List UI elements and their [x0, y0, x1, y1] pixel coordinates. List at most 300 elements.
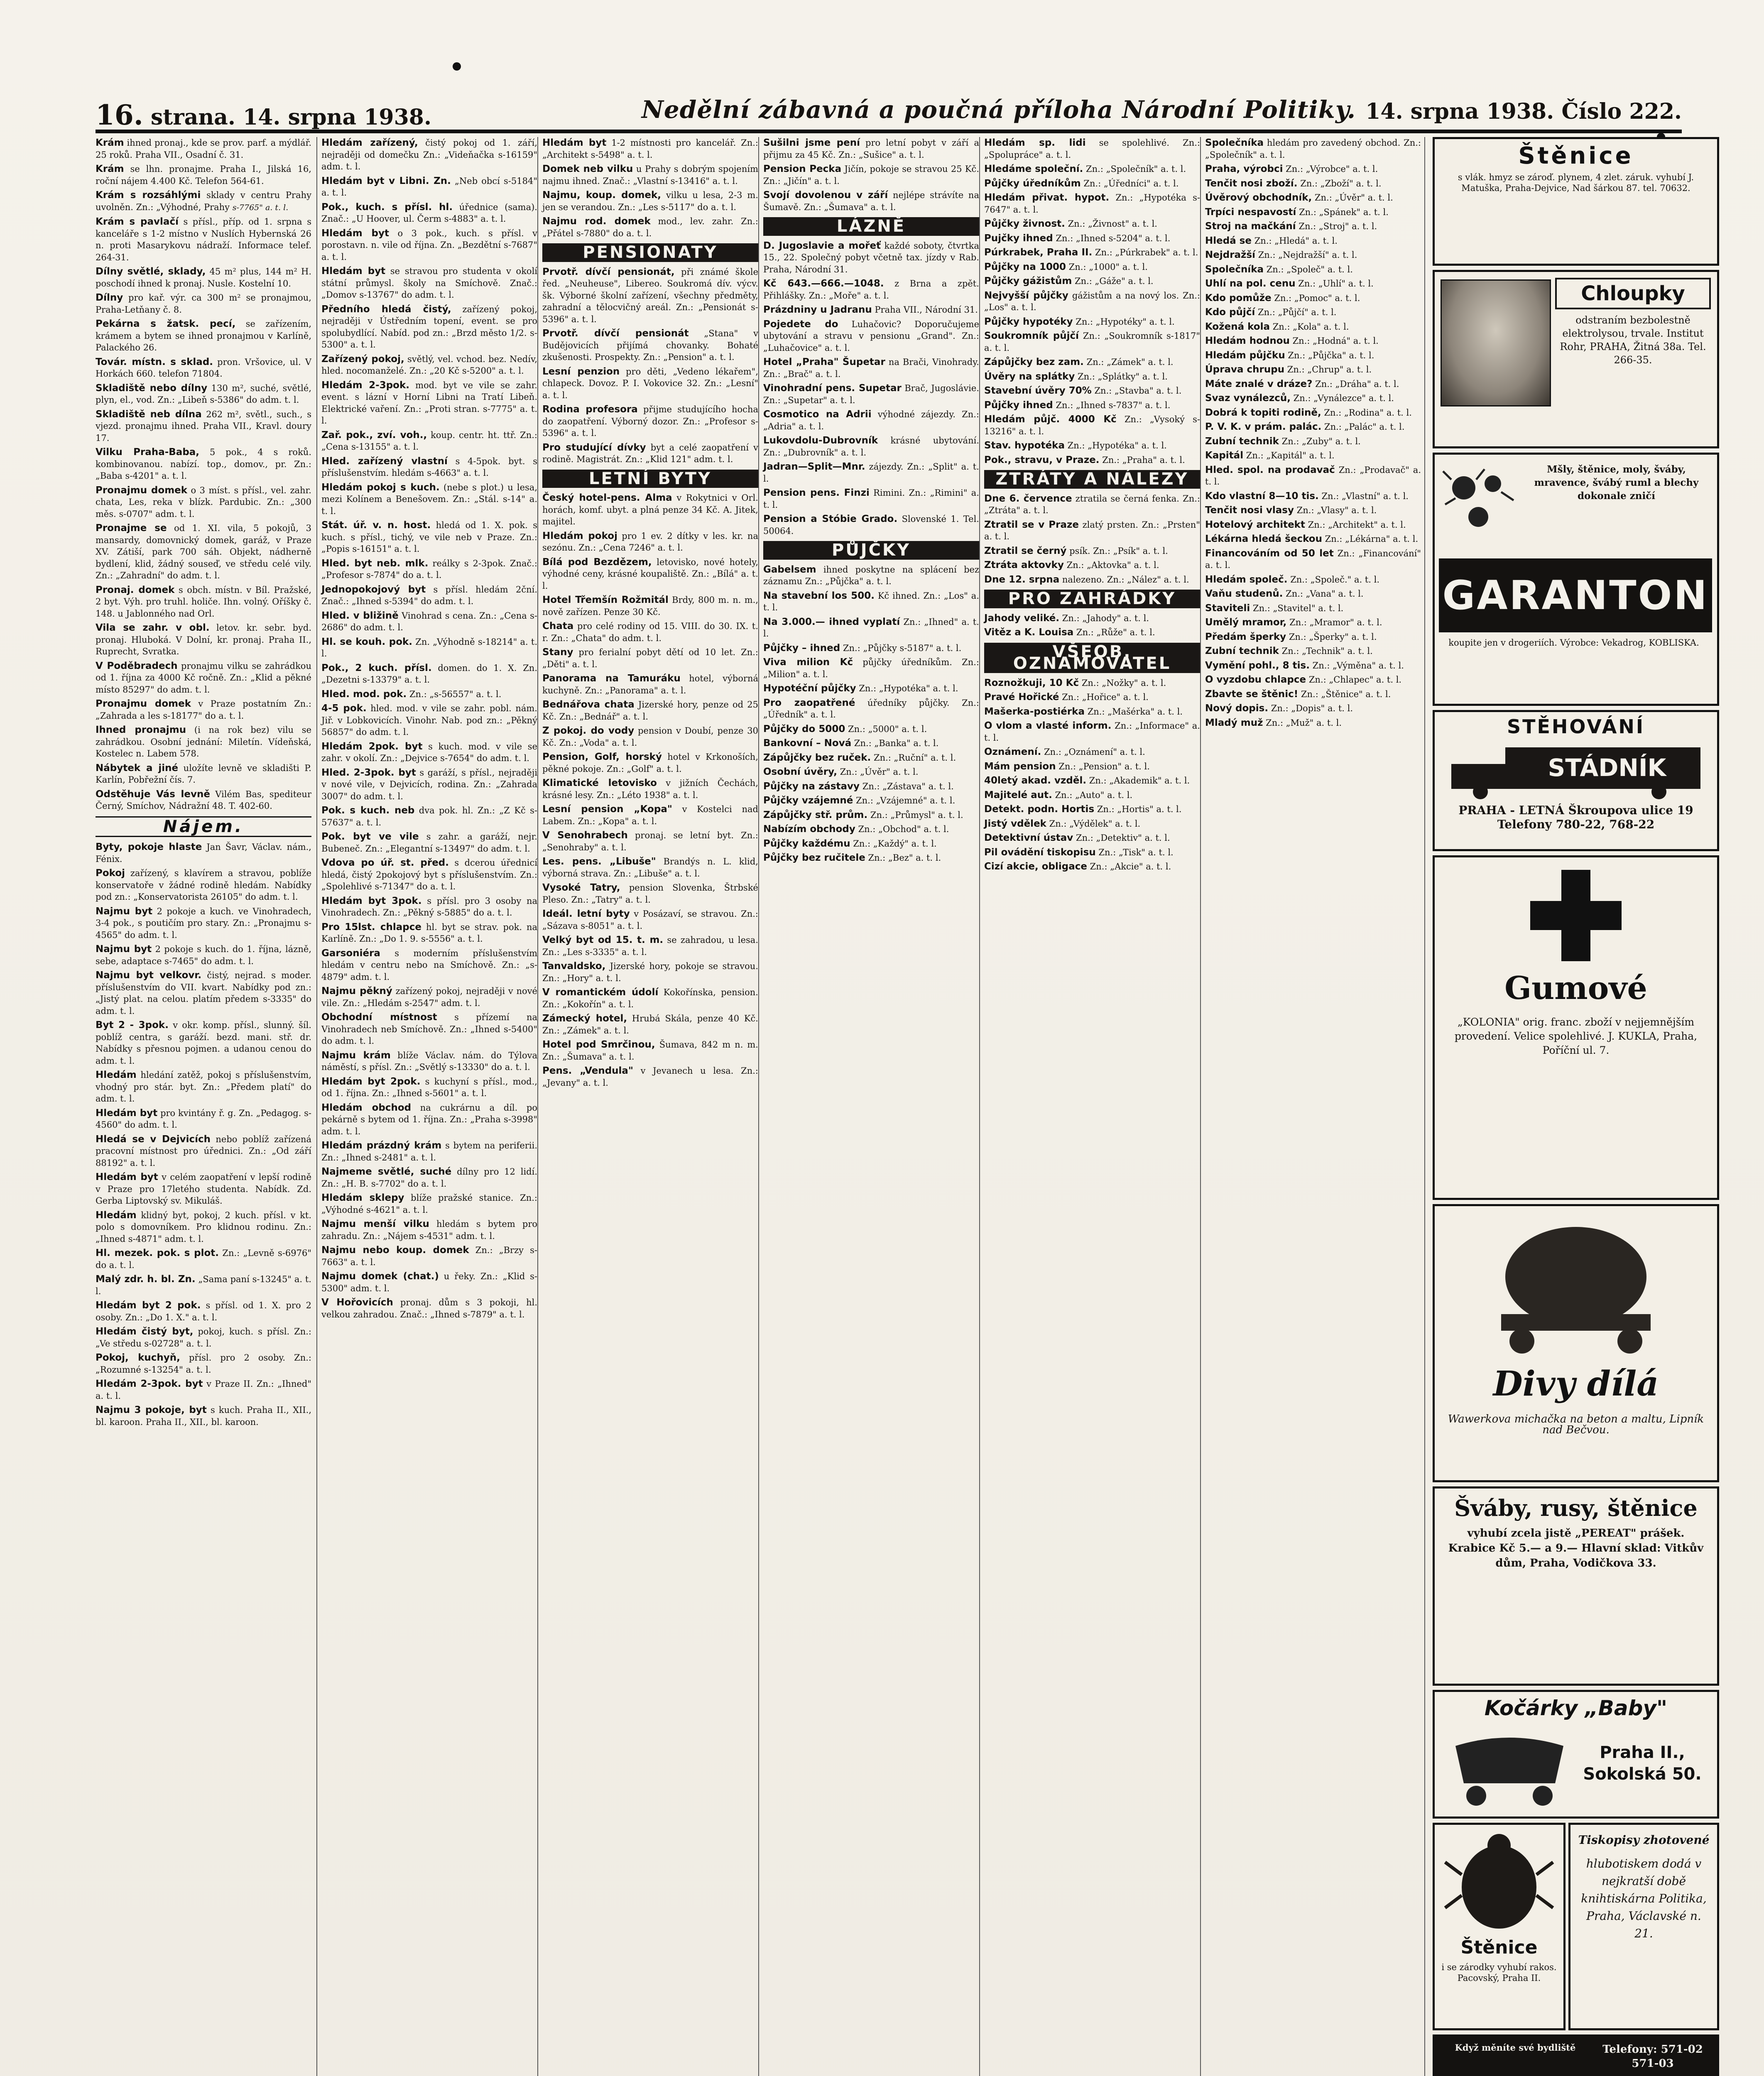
ad-divy-dila	[1433, 1204, 1719, 1482]
ad-body: Šumava, 842 m n. m. Zn.: „Šumava" a. t. l.	[542, 1040, 758, 1062]
ad-heading: Hledám přivat. hypot.	[984, 192, 1110, 203]
classified-ad	[984, 399, 1200, 411]
ad-heading: Hledá se	[1205, 235, 1252, 246]
classified-ad	[96, 1133, 311, 1169]
ad-heading: Kožená kola	[1205, 321, 1270, 332]
ad-body: Zn.: „Levně s-6976" do a. t. l.	[96, 1248, 311, 1270]
classified-ad	[542, 492, 758, 528]
ad-heading: Prázdniny u Jadranu	[763, 304, 872, 315]
ad-body: Zn.: „Stavba" a. t. l.	[1094, 386, 1182, 396]
section-heading-lazne: LÁZNĚ	[763, 217, 979, 236]
ad-heading: Hledám byt	[96, 1107, 158, 1119]
ad-heading: Odstěhuje Vás levně	[96, 788, 210, 800]
ad-heading: Malý zdr. h. bl. Zn.	[96, 1274, 196, 1285]
classified-ad	[1205, 533, 1421, 545]
ad-heading: Půjčky do 5000	[763, 723, 845, 734]
ad-heading: Hledám byt 2pok.	[321, 1076, 421, 1087]
ad-heading: O vlom a vlasté inform.	[984, 720, 1112, 731]
ad-heading: Hotel Třemšín Rožmitál	[542, 595, 669, 605]
ad-body: hotel v Krkonoších, pěkné pokoje. Zn.: „Golf" a. t. l.	[542, 752, 758, 774]
classified-ad	[984, 371, 1200, 383]
ad-body: pension v Doubí, penze 30 Kč. Zn.: „Voda" a. t. l.	[542, 726, 758, 748]
classified-ad	[763, 795, 979, 807]
ad-stenice-2	[1433, 1823, 1566, 2030]
ad-heading: Hledám	[96, 1070, 137, 1080]
ad-stenice	[1433, 137, 1719, 266]
ad-body: hled. mod. v vile se zahr. pobl. nám. Jiř. v Lobkovicích. Vinohr. Nab. pod zn.: „Pěkný 56857" do adm. t. l.	[321, 703, 537, 737]
ad-kocarky-title: Kočárky „Baby"	[1484, 1696, 1668, 1720]
ad-body: pokoj, kuch. s přísl. Zn.: „Ve středu s-02728" a. t. l.	[96, 1327, 311, 1349]
classified-ad	[96, 446, 311, 482]
ad-heading: Nejvyšší půjčky	[984, 290, 1068, 301]
classified-ad	[321, 228, 537, 263]
classified-ad	[1205, 688, 1421, 700]
ad-heading: Půjčky gážistům	[984, 276, 1072, 286]
ad-heading: Hledám byt v Libni. Zn.	[321, 175, 451, 186]
ad-svaby-text: vyhubí zcela jistě „PEREAT" prášek. Krabice Kč 5.— a 9.— Hlavní sklad: Vitkův dům, Praha, Vodičkova 33.	[1448, 1527, 1704, 1569]
ad-svaby-title: Šváby, rusy, štěnice	[1454, 1495, 1698, 1521]
classified-ad	[96, 1352, 311, 1376]
classified-ad	[96, 724, 311, 760]
ad-body: Brandýs n. L. klid, výborná strava. Zn.: „Libuše" a. t. l.	[542, 857, 758, 879]
classified-ad	[984, 247, 1200, 259]
ad-body: Zn.: „Obchod" a. t. l.	[858, 824, 949, 834]
classified-ad	[96, 522, 311, 582]
ad-body: Zn.: „Mramor" a. t. l.	[1289, 617, 1382, 627]
classified-ad	[763, 318, 979, 354]
ad-body: Zn.: „Palác" a. t. l.	[1324, 422, 1405, 432]
ad-heading: Kapitál	[1205, 450, 1244, 461]
classified-ad	[542, 215, 758, 239]
ad-heading: Garsoniéra	[321, 947, 380, 959]
classified-ad	[96, 1378, 311, 1402]
ad-body: letov. kr. sebr. byd. pronaj. Hluboká. V Dolní, kr. pronaj. Praha II., Ruprecht, Svratka.	[96, 623, 311, 656]
ad-body: Zn.: „Akcie" a. t. l.	[1090, 862, 1171, 872]
ad-body: Zn.: „Stroj" a. t. l.	[1298, 221, 1377, 231]
ad-body: Zn.: „Každý" a. t. l.	[853, 838, 937, 849]
ad-body: s kuchyní s přísl., mod., od 1. října. Zn.: „Ihned s-5601" a. t. l.	[321, 1076, 537, 1098]
ad-gumove-text: „KOLONIA" orig. franc. zboží v nejjemnějším provedení. Velice spolehlivé. J. KUKLA, Praha, Poříční ul. 7.	[1454, 1016, 1698, 1056]
classified-column-5	[979, 137, 1200, 2076]
ad-heading: Hledám sp. lidi	[984, 137, 1086, 148]
classified-ad	[763, 737, 979, 749]
section-heading-ztraty: ZTRÁTY A NÁLEZY	[984, 470, 1200, 489]
ad-heading: Byty, pokoje hlaste	[96, 842, 202, 852]
classified-column-2	[316, 137, 537, 2076]
ad-body: Zn.: „Dopis" a. t. l.	[1271, 703, 1353, 713]
ad-heading: Jistý vdělek	[984, 818, 1046, 829]
ad-tiskopisy-title: Tiskopisy zhotovené	[1578, 1833, 1710, 1847]
ad-heading: Krám	[96, 137, 124, 148]
page-number: 16.	[96, 99, 143, 131]
ad-heading: Les. pens. „Libuše"	[542, 856, 656, 867]
classified-ad	[1205, 602, 1421, 614]
classified-ad	[763, 356, 979, 380]
classified-ad	[763, 189, 979, 213]
classified-ad	[763, 278, 979, 301]
ad-body: s přízemí na Vinohradech neb Smíchově. Zn.: „Ihned s-5400" do adm. t. l.	[321, 1012, 537, 1046]
classified-ad	[321, 379, 537, 427]
classified-ad	[763, 809, 979, 821]
classified-ad	[542, 960, 758, 984]
classified-ad	[321, 741, 537, 764]
ad-body: s přísl., příp. od 1. srpna s kanceláře s 1-2 místno v Nuslích Hybernská 26 n. proti Masarykovu nádraží. Informace telef. 264-31.	[96, 217, 311, 262]
ad-heading: Továr. místn. s sklad.	[96, 356, 213, 367]
classified-ad	[1205, 350, 1421, 362]
ad-body: 45 m² plus, 144 m² H. poschodí ihned k pronaj. Nusle. Kostelní 10.	[96, 267, 311, 289]
classified-ad	[1205, 235, 1421, 247]
ad-heading: Hled. 2-3pok. byt	[321, 767, 416, 778]
ad-heading: Půjčky – ihned	[763, 642, 840, 654]
classified-ad	[984, 192, 1200, 215]
ad-body: ztratila se černá fenka. Zn.: „Ztráta" a. t. l.	[984, 493, 1200, 515]
ad-body: Zn.: „Technik" a. t. l.	[1281, 646, 1373, 656]
ad-body: s obch. místn. v Bíl. Pražské, 2 byt. Výh. pro truhl. holiče. Ihn. volný. Oříšky č. 148. u Jablonného nad Orl.	[96, 585, 311, 619]
ad-heading: Zápůjčky stř. prům.	[763, 809, 868, 820]
classified-ad	[984, 818, 1200, 830]
ad-heading: Staviteli	[1205, 602, 1250, 614]
ad-heading: Gabelsem	[763, 564, 816, 575]
ad-body: Zn.: „Púrkrabek" a. t. l.	[1095, 247, 1198, 257]
classified-ad	[542, 699, 758, 722]
ad-heading: Hledám zařízený,	[321, 137, 418, 148]
ad-chloupky-text: odstraním bezbolestně elektrolysou, trvale. Institut Rohr, PRAHA, Žitná 38a. Tel. 266-35.	[1560, 314, 1706, 366]
section-heading-zahradky: PRO ZAHRÁDKY	[984, 590, 1200, 608]
ad-code: s-7765" a. t. l.	[232, 203, 289, 212]
ad-heading: Ztráta aktovky	[984, 560, 1064, 570]
ad-heading: Bílá pod Bezdězem,	[542, 556, 652, 568]
classified-ad	[542, 594, 758, 618]
ad-heading: Cizí akcie, obligace	[984, 861, 1087, 872]
classified-ad	[321, 353, 537, 377]
ad-heading: Hledám prázdný krám	[321, 1140, 442, 1151]
ad-heading: Lékárna hledá šeckou	[1205, 534, 1322, 544]
ad-body: na cukrárnu a díl. po pekárně s bytem od 1. října. Zn.: „Praha s-3998" adm. t. l.	[321, 1102, 537, 1136]
ad-body: Praha VII., Národní 31.	[875, 305, 978, 315]
classified-ad	[96, 1209, 311, 1245]
ad-heading: Hl. mezek. pok. s plot.	[96, 1248, 219, 1258]
classified-ad	[321, 584, 537, 607]
ad-stehovani	[1433, 710, 1719, 851]
ad-heading: Stát. úř. v. n. host.	[321, 520, 431, 531]
ad-body: Jizerské hory, pokoje se stravou. Zn.: „Hory" a. t. l.	[542, 961, 758, 983]
ad-heading: Oznámení.	[984, 747, 1041, 757]
ad-heading: Společníka	[1205, 137, 1264, 148]
ad-body: psík. Zn.: „Psík" a. t. l.	[1069, 546, 1168, 556]
classified-ad	[984, 493, 1200, 517]
ad-garanton-title: GARANTON	[1442, 572, 1709, 619]
ad-heading: Hledám byt	[96, 1172, 158, 1182]
date-right: 14. srpna 1938.	[1365, 99, 1554, 124]
ad-body: Zn.: „Výrobce" a. t. l.	[1286, 164, 1378, 174]
classified-ad	[321, 921, 537, 945]
pram-icon	[1447, 1729, 1572, 1808]
ad-body: Zn.: „Aktovka" a. t. l.	[1066, 560, 1159, 570]
ad-heading: Najmeme světlé, suché	[321, 1166, 452, 1177]
ad-body: Zn.: „Štěnice" a. t. l.	[1301, 689, 1391, 699]
ad-body: byt a celé zaopatření v rodině. Magistrát. Zn.: „Klid 121" adm. t. l.	[542, 442, 758, 464]
ad-heading: Úvěry na splátky	[984, 371, 1075, 382]
ad-heading: Rodina profesora	[542, 404, 638, 415]
ad-heading: Kč 643.—666.—1048.	[763, 278, 884, 289]
bedbug-icon	[1443, 1833, 1555, 1933]
classified-ad	[984, 163, 1200, 175]
ad-body: úřednice (sama). Znač.: „U Hoover, ul. Čerm s-4883" a. t. l.	[321, 202, 537, 224]
ad-body: Vinohrad s cena. Zn.: „Cena s-2686" do adm. t. l.	[321, 610, 537, 632]
ad-heading: Kdo vlastní 8—10 tis.	[1205, 490, 1319, 502]
classified-ad	[96, 660, 311, 696]
ad-heading: Půjčky bez ručitele	[763, 852, 865, 863]
ad-heading: Pil ovádění tiskopisu	[984, 847, 1096, 858]
ad-body: Zn.: „Půjčka" a. t. l.	[1288, 350, 1374, 360]
ad-heading: Pok., kuch. s přísl. hl.	[321, 201, 453, 213]
ad-heading: Mašerka-postiérka	[984, 706, 1085, 717]
classified-ad	[1205, 645, 1421, 657]
ad-body: koup. centr. ht. ttř. Zn.: „Cena s-13155" a. t. l.	[321, 430, 537, 452]
ad-svaby	[1433, 1486, 1719, 1686]
classified-ad	[1205, 674, 1421, 686]
ad-heading: Mladý muž	[1205, 717, 1263, 728]
classified-ad	[96, 841, 311, 865]
ad-heading: Krám	[96, 164, 124, 174]
ad-body: s zahr. a garáží, nejr. Bubeneč. Zn.: „Elegantní s-13497" do adm. t. l.	[321, 832, 537, 854]
ad-body: pro celé rodiny od 15. VIII. do 30. IX. t. r. Zn.: „Chata" do adm. t. l.	[542, 621, 758, 643]
ad-heading: Velký byt od 15. t. m.	[542, 935, 664, 945]
ad-body: Zn.: „Nožky" a. t. l.	[1081, 678, 1166, 688]
ad-body: hledání zatěž, pokoj s příslušenstvím, vhodný pro stár. byt. Zn.: „Předem platí" do adm. t. l.	[96, 1070, 311, 1104]
classified-ad	[984, 612, 1200, 624]
ad-body: Zn.: „Hypotéka s-7647" a. t. l.	[984, 193, 1200, 215]
ad-garanton-text: Mšly, štěnice, moly, šváby, mravence, švábý ruml a blechy dokonale zničí	[1534, 464, 1699, 502]
ad-heading: Viva milion Kč	[763, 657, 853, 668]
ad-body: pro ferialní pobyt dětí od 10 let. Zn.: „Děti" a. t. l.	[542, 647, 758, 669]
ad-body: světlý, vel. vchod. bez. Nedív, hled. nocomanželé. Zn.: „20 Kč s-5200" a. t. l.	[321, 354, 537, 376]
ad-body: pro děti, „Vedeno lékařem", chlapeck. Dovoz. P. I. Vokovice 32. Zn.: „Lesní" a. t. l.	[542, 366, 758, 400]
classified-column-3	[537, 137, 758, 2076]
red-cross-icon	[1530, 870, 1622, 961]
classified-ad	[96, 292, 311, 316]
classified-ad	[542, 777, 758, 801]
ad-heading: Ideál. letní byty	[542, 908, 630, 919]
ad-heading: Ihned pronajmu	[96, 725, 186, 735]
ad-heading: Hledám sklepy	[321, 1192, 404, 1203]
classified-ad	[96, 409, 311, 444]
ad-body: vilku u lesa, 2-3 m. jen se verandou. Zn.: „Les s-5117" do a. t. l.	[542, 190, 758, 212]
ad-heading: Půjčky ihned	[984, 399, 1053, 411]
ad-body: Hrubá Skála, penze 40 Kč. Zn.: „Zámek" a. t. l.	[542, 1014, 758, 1036]
ad-body: Zn.: „Růže" a. t. l.	[1076, 627, 1155, 637]
classified-ad	[1205, 450, 1421, 462]
ad-heading: Dobrá k topiti rodině,	[1205, 407, 1321, 418]
classified-ad	[1205, 249, 1421, 261]
classified-ad	[96, 137, 311, 161]
ad-heading: Klimatické letovisko	[542, 778, 657, 788]
classified-ad	[321, 895, 537, 919]
ad-gumove-title: Gumové	[1504, 969, 1647, 1006]
ad-body: Zn.: „Hledá" a. t. l.	[1254, 235, 1338, 246]
classified-ad	[96, 698, 311, 722]
ad-body: s kuch. mod. v vile se zahr. v okolí. Zn.: „Dejvice s-7654" do adm. t. l.	[321, 741, 537, 763]
ad-heading: Svaz vynálezců,	[1205, 393, 1291, 404]
ad-body: s přísl. hledám 2ční. Znač.: „Ihned s-5394" do adm. t. l.	[321, 584, 537, 606]
classified-ad	[984, 261, 1200, 273]
ad-body: každé soboty, čtvrtka 15., 22. Společný pobyt včetně tax. jízdy v Rab. Praha, Národní 31.	[763, 240, 979, 274]
classified-ad	[1205, 588, 1421, 600]
ad-heading: Trpíci nespavostí	[1205, 206, 1296, 218]
ad-heading: Úprava chrupu	[1205, 364, 1285, 375]
classified-ad	[321, 805, 537, 828]
ad-body: Luhačovic? Doporučujeme ubytování a stravu v pensionu „Grand". Zn.: „Luhačovice" a. t. l.	[763, 319, 979, 353]
ad-kverka	[1433, 2034, 1719, 2076]
classified-ad	[321, 1271, 537, 1294]
ad-heading: Pension pens. Finzi	[763, 487, 870, 498]
ad-heading: Půjčky na 1000	[984, 261, 1066, 272]
ad-heading: Předám šperky	[1205, 631, 1286, 642]
display-ads-column	[1424, 137, 1724, 2076]
classified-ad	[542, 882, 758, 906]
ad-heading: Roznožkuji, 10 Kč	[984, 677, 1079, 688]
ad-body: půjčky úředníkům. Zn.: „Milion" a. t. l.	[763, 657, 979, 679]
ad-body: Zn.: „Stavitel" a. t. l.	[1253, 603, 1344, 613]
ad-body: o 3 pok., kuch. s přísl. v porostavn. n. vile od října. Zn. „Bezdětní s-7687" a. t. l.	[321, 228, 537, 262]
ad-body: s bytem na periferii. Zn.: „Ihned s-2481" a. t. l.	[321, 1141, 537, 1163]
ad-body: Zn.: „Chrup" a. t. l.	[1287, 365, 1372, 375]
classified-ad	[542, 673, 758, 696]
ad-body: v celém zaopatření v lepší rodině v Praze pro 17letého studenta. Nabídk. Zd. Gerba Liptovský sv. Mikuláš.	[96, 1172, 311, 1206]
ad-heading: Stroj na mačkání	[1205, 221, 1296, 232]
classified-ad	[96, 762, 311, 786]
ad-body: Zn.: „Splátky" a. t. l.	[1078, 371, 1168, 382]
ad-heading: Pok. byt ve vile	[321, 831, 419, 842]
classified-ad	[321, 482, 537, 517]
ad-body: 130 m², suché, světlé, plyn, el., vod. Zn.: „Libeň s-5386" do adm. t. l.	[96, 383, 311, 405]
ad-stenice2-text: i se zárodky vyhubí rakos. Pacovský, Praha II.	[1441, 1962, 1557, 1983]
ad-body: Zn.: „Úředníci" a. t. l.	[1083, 178, 1179, 189]
ad-heading: Hledám obchod	[321, 1102, 412, 1113]
ad-body: 1-2 místnosti pro kancelář. Zn.: „Architekt s-5498" a. t. l.	[542, 138, 758, 160]
classified-ad	[321, 429, 537, 453]
classified-ad	[1205, 163, 1421, 175]
ad-body: ihned poskytne na splácení bez záznamu Zn.: „Půjčka" a. t. l.	[763, 564, 979, 586]
classified-ad	[96, 1019, 311, 1067]
classified-column-1	[96, 137, 311, 2076]
ad-heading: Chata	[542, 621, 574, 632]
classified-ad	[984, 440, 1200, 452]
ad-stehovani-name: STÁDNÍK	[1548, 754, 1666, 782]
ad-body: Zn.: „Úvěr" a. t. l.	[1314, 193, 1393, 203]
classified-ad	[763, 656, 979, 680]
classified-ad	[96, 1171, 311, 1207]
classified-ad	[763, 752, 979, 764]
classified-ad	[1205, 335, 1421, 347]
classified-ad	[96, 382, 311, 406]
ad-body: Zn. „Výhodně s-18214" a. t. l.	[321, 637, 537, 659]
classified-ad	[984, 720, 1200, 744]
classified-ad	[763, 590, 979, 614]
classified-ad	[542, 137, 758, 161]
ad-heading: Hledám čistý byt,	[96, 1326, 194, 1337]
ad-tiskopisy	[1568, 1823, 1719, 2030]
ad-body: Zn.: „Dráha" a. t. l.	[1315, 379, 1399, 389]
ad-body: přijme studujícího hocha do zaopatření. Výborný dozor. Zn.: „Profesor s-5396" a. t. l.	[542, 404, 758, 438]
ad-heading: Zápůjčky bez zam.	[984, 357, 1084, 367]
classified-ad	[984, 803, 1200, 815]
ad-heading: Máte znalé v dráze?	[1205, 378, 1313, 389]
ad-body: hl. byt se strav. pok. na Karlíně. Zn.: „Do 1. 9. s-5556" a. t. l.	[321, 922, 537, 944]
ad-heading: Prvotř. dívčí pensionát,	[542, 266, 675, 277]
ad-heading: Pens. „Vendula"	[542, 1065, 633, 1076]
ad-heading: Zápůjčky bez ruček.	[763, 752, 871, 763]
ad-heading: Hypotéční půjčky	[763, 683, 856, 694]
ad-body: Zn.: „Úvěr" a. t. l.	[840, 767, 919, 777]
ad-body: dva pok. hl. Zn.: „Z Kč s-57637" a. t. l.	[321, 805, 537, 827]
ad-body: letovisko, nové hotely, výhodné ceny, krásné koupaliště. Zn.: „Bílá" a. t. l.	[542, 557, 758, 591]
ad-body: se spolehlivé. Zn.: „Spolupráce" a. t. l.	[984, 138, 1200, 160]
ad-heading: Pojedete do	[763, 318, 838, 330]
ad-heading: Hledám 2-3pok. byt	[96, 1378, 203, 1389]
ad-body: s garáží, s přísl., nejraději v nové vile, v Dejvicích, rodina. Zn.: „Zahrada 3007" do adm. t. l.	[321, 767, 537, 801]
date-left: 14. srpna 1938.	[243, 105, 432, 130]
concrete-mixer-icon	[1451, 1219, 1700, 1356]
ad-heading: Najmu byt velkovr.	[96, 970, 202, 981]
classified-ad	[542, 442, 758, 465]
classified-ad	[96, 318, 311, 354]
classified-column-4	[758, 137, 979, 2076]
ad-body: Zn.: „Spánek" a. t. l.	[1299, 207, 1389, 217]
ad-body: od 1. XI. vila, 5 pokojů, 3 mansardy, domovnický domek, garáž, v Praze XV. Zátiší, park 700 sáh. Objekt, nádherně bydlení, klid, žádný souseď, ve středu celé vily. Zn.: „Zahradní" do adm. t. l.	[96, 523, 311, 580]
ad-heading: Hled. v bližině	[321, 610, 399, 621]
ad-heading: Krám s rozsáhlými	[96, 190, 201, 201]
classified-ad	[984, 137, 1200, 161]
ad-body: Zn.: „Zástava" a. t. l.	[862, 781, 954, 791]
ad-heading: Hledám byt	[321, 228, 389, 239]
ad-heading: Dne 12. srpna	[984, 574, 1060, 585]
classified-ad	[984, 275, 1200, 287]
ad-body: „Stana" v Budějovicích přijímá chovanky. Bohaté zkušenosti. Prospekty. Zn.: „Pension" a. t. l.	[542, 328, 758, 362]
ad-body: zařízený pokoj, nejraději v nové vile. Zn.: „Hledám s-2547" adm. t. l.	[321, 986, 537, 1008]
woman-portrait-icon	[1441, 279, 1551, 406]
ad-heading: Osobní úvěry,	[763, 766, 838, 777]
ad-heading: Obchodní místnost	[321, 1012, 437, 1023]
classified-ad	[763, 304, 979, 316]
ad-body: u Prahy s dobrým spojením najmu ihned. Znač.: „Vlastní s-13416" a. t. l.	[542, 164, 758, 186]
section-heading-pujcky: PŮJČKY	[763, 541, 979, 560]
classified-ad	[984, 330, 1200, 354]
ad-heading: Pro studující dívky	[542, 442, 646, 453]
ad-heading: Hl. se kouh. pok.	[321, 636, 413, 647]
ad-heading: Hledám byt	[321, 266, 386, 277]
ad-heading: Najmu krám	[321, 1050, 391, 1061]
ad-heading: Dílny světlé, sklady,	[96, 266, 206, 277]
ad-gumove	[1433, 855, 1719, 1200]
garanton-banner	[1439, 558, 1712, 632]
ad-body: u řeky. Zn.: „Klid s-5300" adm. t. l.	[321, 1271, 537, 1293]
ad-body: Zn.: „Vlasy" a. t. l.	[1296, 505, 1377, 515]
ad-body: Zn.: „Vana" a. t. l.	[1286, 589, 1364, 599]
ad-body: přísl. pro 2 osoby. Zn.: „Rozumné s-13254" a. t. l.	[96, 1353, 311, 1375]
ad-heading: Hledám pokoj s kuch.	[321, 482, 440, 493]
ad-heading: Bankovní – Nová	[763, 738, 852, 749]
ad-heading: Zámecký hotel,	[542, 1013, 627, 1024]
ad-body: zařízený pokoj, nejraději v Ústředním topení, event. se pro spolubydlící. Nabíd. pod zn.: „Brzd město 1/2. s-5300" a. t. l.	[321, 304, 537, 350]
classified-ad	[1205, 378, 1421, 390]
ad-body: Zn.: „Hypotéka" a. t. l.	[859, 683, 958, 693]
ad-heading: Panorama na Tamuráku	[542, 673, 681, 684]
ad-body: v Posázaví, se stravou. Zn.: „Sázava s-8051" a. t. l.	[542, 909, 758, 931]
ad-heading: Úvěrový obchodník,	[1205, 192, 1312, 203]
ad-heading: Umělý mramor,	[1205, 617, 1287, 628]
classified-ad	[984, 559, 1200, 571]
